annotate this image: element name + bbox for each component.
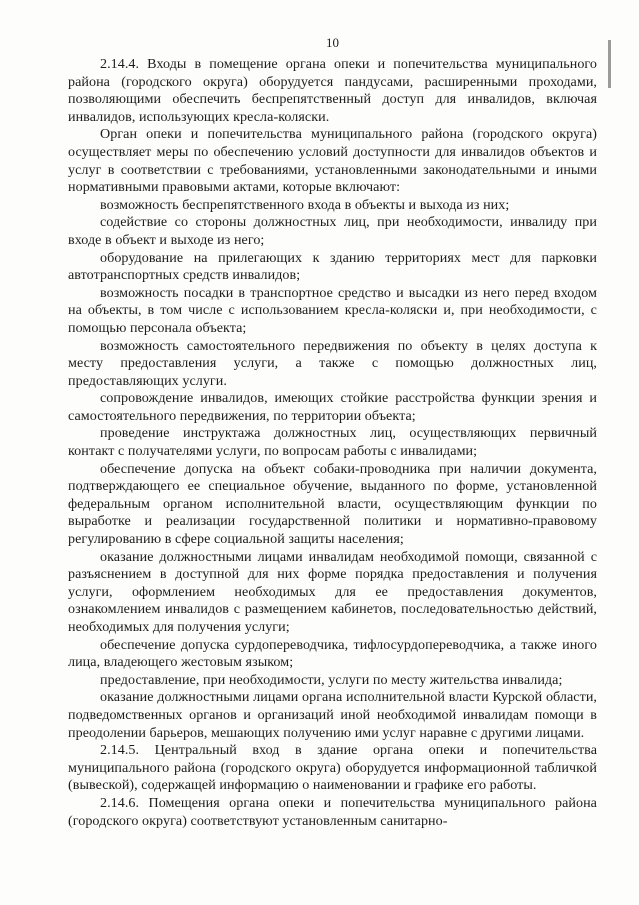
list-item: сопровождение инвалидов, имеющих стойкие расстройства функции зрения и самостоятельного передвижения, по территории объекта; [68,390,597,424]
paragraph-measures-intro: Орган опеки и попечительства муниципального района (городского округа) осуществляет меры по обеспечению условий доступности для инвалидов объектов и услуг в соответствии с требованиями, установленными законодательными и иными нормативными правовыми актами, которые включают: [68,126,597,196]
paragraph-2-14-5: 2.14.5. Центральный вход в здание органа опеки и попечительства муниципального района (городского округа) оборудуется информационной табличкой (вывеской), содержащей информацию о наименовании и графике его работы. [68,742,597,794]
list-item: возможность беспрепятственного входа в объекты и выхода из них; [100,196,510,213]
list-item: оказание должностными лицами органа исполнительной власти Курской области, подведомственных органов и организаций иной необходимой инвалидам помощи в преодолении барьеров, мешающих получению ими услуг наравне с другими лицами. [68,689,597,741]
list-item: обеспечение допуска на объект собаки-проводника при наличии документа, подтверждающего ее специальное обучение, выданного по форме, установленной федеральным органом исполнительной власти, осуществляющим функции по выработке и реализации государственной политики и нормативно-правовому регулированию в сфере социальной защиты населения; [68,460,597,548]
list-item: возможность самостоятельного передвижения по объекту в целях доступа к месту предоставления услуги, а также с помощью должностных лиц, предоставляющих услуги. [68,337,597,389]
list-item: возможность посадки в транспортное средство и высадки из него перед входом на объекты, в том числе с использованием кресла-коляски и, при необходимости, с помощью персонала объекта; [68,284,597,336]
list-item: обеспечение допуска сурдопереводчика, тифлосурдопереводчика, а также иного лица, владеющего жестовым языком; [68,636,597,671]
list-item: содействие со стороны должностных лиц, при необходимости, инвалиду при входе в объект и выходе из него; [68,214,597,248]
paragraph-2-14-4: 2.14.4. Входы в помещение органа опеки и попечительства муниципального района (городского округа) оборудуется пандусами, расширенными проходами, позволяющими обеспечить беспрепятственный доступ для инвалидов, включая инвалидов, использующих кресла-коляски. [68,56,597,125]
paragraph-2-14-6: 2.14.6. Помещения органа опеки и попечительства муниципального района (городского округа) соответствуют установленным санитарно- [68,794,597,829]
list-item: оказание должностными лицами инвалидам необходимой помощи, связанной с разъяснением в доступной для них форме порядка предоставления и получения услуги, оформлением необходимых для ее предоставления документов, ознакомлением инвалидов с размещением кабинетов, последовательностью действий, необходимых для получения услуги; [68,548,597,635]
margin-mark [608,40,611,88]
list-item: проведение инструктажа должностных лиц, осуществляющих первичный контакт с получателями услуги, по вопросам работы с инвалидами; [68,425,597,460]
list-item: оборудование на прилегающих к зданию территориях мест для парковки автотранспортных средств инвалидов; [68,249,597,284]
page-number: 10 [326,35,339,50]
list-item: предоставление, при необходимости, услуги по месту жительства инвалида; [100,671,563,688]
